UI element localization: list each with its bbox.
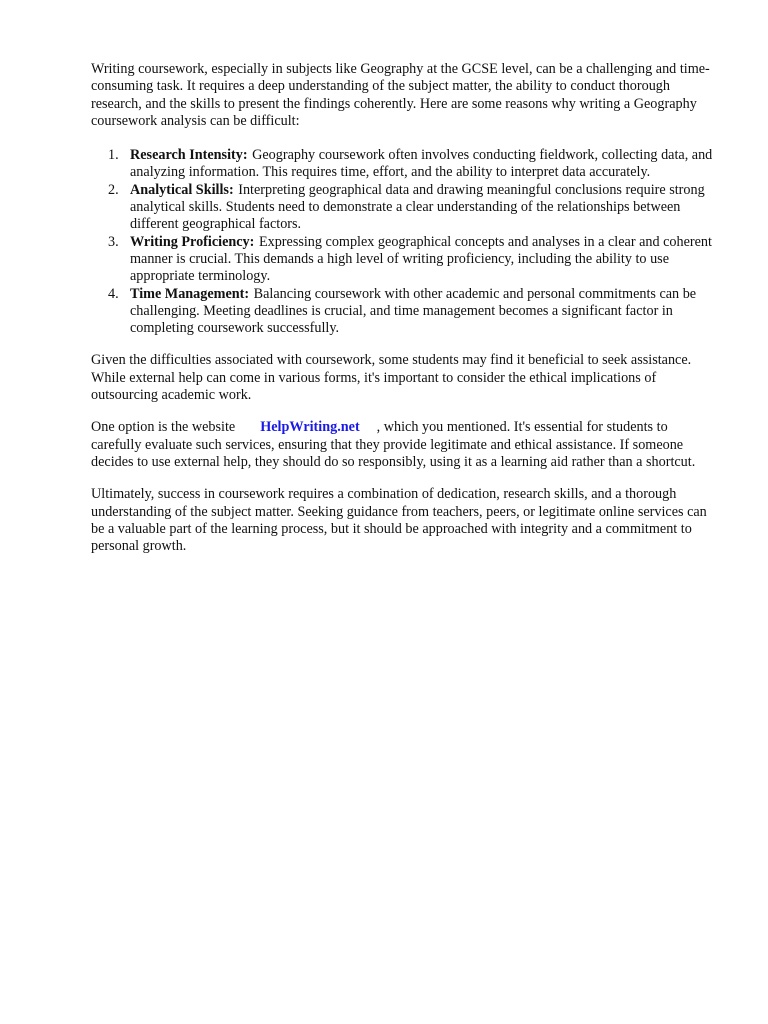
option-text-before: One option is the website bbox=[91, 419, 236, 436]
list-item-text: Geography coursework often involves conducting fieldwork, collecting data, and analyzing information. This requires time, effort, and the ability to interpret data accurately. bbox=[130, 147, 713, 181]
list-item-term: Analytical Skills: bbox=[130, 181, 234, 198]
list-item bbox=[91, 234, 721, 286]
list-item-text: Interpreting geographical data and drawing meaningful conclusions require strong analytical skills. Students need to demonstrate a clear understanding of the relationships between different geographical factors. bbox=[130, 181, 705, 233]
list-item-text: Balancing coursework with other academic and personal commitments can be challenging. Meeting deadlines is crucial, and time management becomes a significant factor in completing coursework successfully. bbox=[130, 285, 697, 337]
list-item-number: 4. bbox=[108, 285, 119, 302]
assistance-paragraph: Given the difficulties associated with coursework, some students may find it beneficial to seek assistance. While external help can come in various forms, it's important to consider the ethical implications of outsourcing academic work. bbox=[91, 352, 692, 404]
option-text-after: , which you mentioned. It's essential for students to carefully evaluate such services, ensuring that they provide legitimate and ethical assistance. If someone decides to use external help, they should do so responsibly, using it as a learning aid rather than a shortcut. bbox=[91, 419, 696, 470]
option-paragraph bbox=[91, 419, 721, 471]
list-item bbox=[91, 286, 721, 338]
list-item-term: Research Intensity: bbox=[130, 147, 248, 164]
list-item-number: 3. bbox=[108, 233, 119, 250]
list-item-number: 1. bbox=[108, 147, 119, 164]
document-page bbox=[91, 61, 721, 570]
reasons-list bbox=[91, 147, 721, 337]
list-item-text: Expressing complex geographical concepts and analyses in a clear and coherent manner is crucial. This demands a high level of writing proficiency, including the ability to use appropriate terminology. bbox=[130, 233, 712, 285]
list-item bbox=[91, 182, 721, 234]
helpwriting-link[interactable]: HelpWriting.net bbox=[260, 419, 360, 436]
list-item-term: Writing Proficiency: bbox=[130, 233, 255, 250]
list-item-number: 2. bbox=[108, 181, 119, 198]
conclusion-paragraph: Ultimately, success in coursework requires a combination of dedication, research skills, and a thorough understanding of the subject matter. Seeking guidance from teachers, peers, or legitimate online services can be a valuable part of the learning process, but it should be approached with integrity and a commitment to personal growth. bbox=[91, 486, 707, 555]
intro-paragraph: Writing coursework, especially in subjects like Geography at the GCSE level, can be a challenging and time-consuming task. It requires a deep understanding of the subject matter, the ability to conduct thorough research, and the skills to present the findings coherently. Here are some reasons why writing a Geography coursework analysis can be difficult: bbox=[91, 61, 710, 129]
list-item-term: Time Management: bbox=[130, 285, 250, 302]
list-item bbox=[91, 147, 721, 182]
